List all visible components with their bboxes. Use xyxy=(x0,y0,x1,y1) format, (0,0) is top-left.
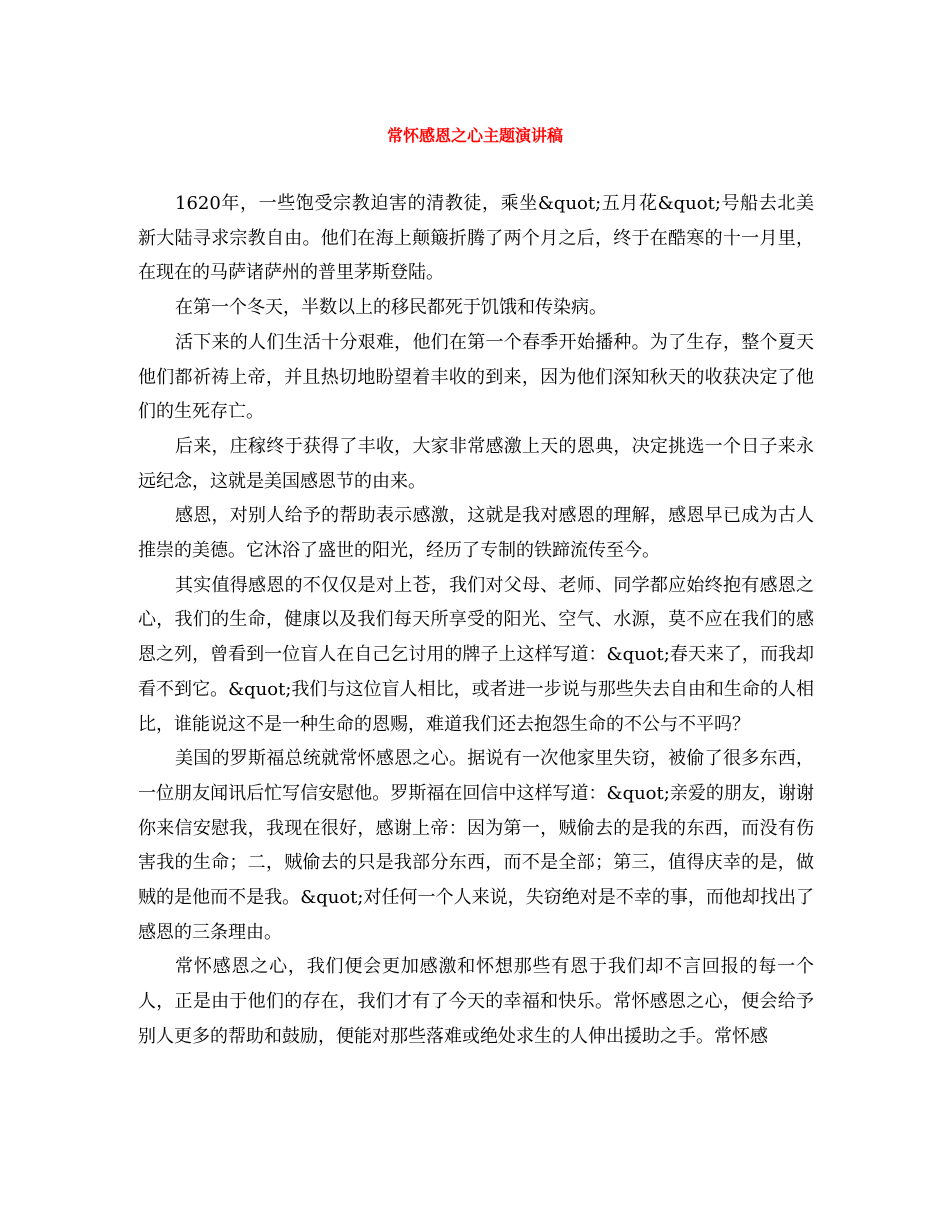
paragraph-1: 1620年，一些饱受宗教迫害的清教徒，乘坐&quot;五月花&quot;号船去北美新大陆寻求宗教自由。他们在海上颠簸折腾了两个月之后，终于在酷寒的十一月里，在现在的马萨诸萨州的普里茅斯登陆。 xyxy=(138,193,814,284)
paragraph-6: 其实值得感恩的不仅仅是对上苍，我们对父母、老师、同学都应始终抱有感恩之心，我们的生命，健康以及我们每天所享受的阳光、空气、水源，莫不应在我们的感恩之列，曾看到一位盲人在自己乞讨用的牌子上这样写道：&quot;春天来了，而我却看不到它。&quot;我们与这位盲人相比，或者进一步说与那些失去自由和生命的人相比，谁能说这不是一种生命的恩赐，难道我们还去抱怨生命的不公与不平吗？ xyxy=(138,574,814,735)
paragraph-2: 在第一个冬天，半数以上的移民都死于饥饿和传染病。 xyxy=(175,297,607,319)
document-body xyxy=(138,187,814,1055)
paragraph-7: 美国的罗斯福总统就常怀感恩之心。据说有一次他家里失窃，被偷了很多东西，一位朋友闻讯后忙写信安慰他。罗斯福在回信中这样写道：&quot;亲爱的朋友，谢谢你来信安慰我，我现在很好，感谢上帝：因为第一，贼偷去的是我的东西，而没有伤害我的生命；二，贼偷去的只是我部分东西，而不是全部；第三，值得庆幸的是，做贼的是他而不是我。&quot;对任何一个人来说，失窃绝对是不幸的事，而他却找出了感恩的三条理由。 xyxy=(138,748,814,943)
paragraph-4: 后来，庄稼终于获得了丰收，大家非常感激上天的恩典，决定挑选一个日子来永远纪念，这就是美国感恩节的由来。 xyxy=(138,435,814,492)
document-title: 常怀感恩之心主题演讲稿 xyxy=(386,126,563,145)
paragraph-8: 常怀感恩之心，我们便会更加感激和怀想那些有恩于我们却不言回报的每一个人，正是由于他们的存在，我们才有了今天的幸福和快乐。常怀感恩之心，便会给予别人更多的帮助和鼓励，便能对那些落难或绝处求生的人伸出援助之手。常怀感 xyxy=(138,956,814,1047)
paragraph-5: 感恩，对别人给予的帮助表示感激，这就是我对感恩的理解，感恩早已成为古人推崇的美德。它沐浴了盛世的阳光，经历了专制的铁蹄流传至今。 xyxy=(138,505,814,562)
paragraph-3: 活下来的人们生活十分艰难，他们在第一个春季开始播种。为了生存，整个夏天他们都祈祷上帝，并且热切地盼望着丰收的到来，因为他们深知秋天的收获决定了他们的生死存亡。 xyxy=(138,331,814,423)
